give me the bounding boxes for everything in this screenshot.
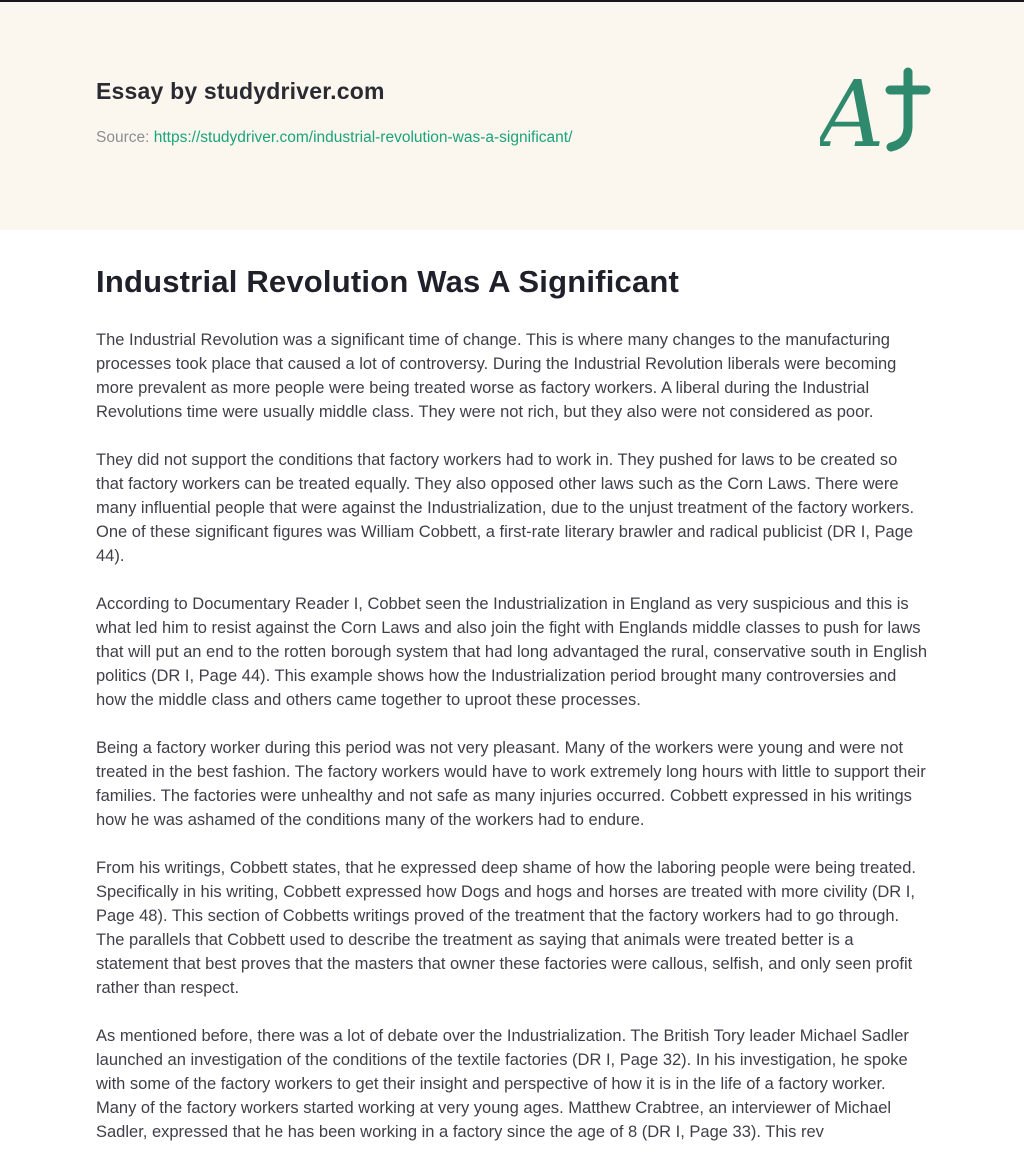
essay-by-title: Essay by studydriver.com [96, 78, 385, 104]
essay-paragraph-4: Being a factory worker during this period was not very pleasant. Many of the workers were young and were not treated in the best fashion. The factory workers would have to work extremely long hours with little to support their families. The factories were unhealthy and not safe as many injuries occurred. Cobbett expressed in his writings how he was ashamed of the conditions many of the workers had to endure. [96, 739, 926, 829]
source-label: Source: [96, 129, 150, 146]
studydriver-logo [820, 60, 932, 164]
essay-paragraph-6: As mentioned before, there was a lot of debate over the Industrialization. The British Tory leader Michael Sadler launched an investigation of the conditions of the textile factories (DR I, Page 32). In his investigation, he spoke with some of the factory workers to get their insight and perspective of how it is in the life of a factory worker. Many of the factory workers started working at very young ages. Matthew Crabtree, an interviewer of Michael Sadler, expressed that he has been working in a factory since the age of 8 (DR I, Page 33). This rev [96, 1027, 909, 1141]
source-link[interactable]: https://studydriver.com/industrial-revolution-was-a-significant/ [153, 129, 573, 146]
header [0, 2, 1024, 230]
svg-text:A: A [820, 61, 885, 164]
essay-content [0, 230, 1024, 1168]
essay-paragraph-2: They did not support the conditions that factory workers had to work in. They pushed for laws to be created so that factory workers can be treated equally. They also opposed other laws such as the Corn Laws. There were many influential people that were against the Industrialization, due to the unjust treatment of the factory workers. One of these significant figures was William Cobbett, a first-rate literary brawler and radical publicist (DR I, Page 44). [96, 451, 915, 565]
essay-paragraph-1: The Industrial Revolution was a significant time of change. This is where many changes to the manufacturing processes took place that caused a lot of controversy. During the Industrial Revolution liberals were becoming more prevalent as more people were being treated worse as factory workers. A liberal during the Industrial Revolutions time were usually middle class. They were not rich, but they also were not considered as poor. [96, 331, 897, 421]
page-title: Industrial Revolution Was A Significant [96, 264, 680, 299]
essay-paragraph-5: From his writings, Cobbett states, that he expressed deep shame of how the laboring people were being treated. Specifically in his writing, Cobbett expressed how Dogs and hogs and horses are treated with more civility (DR I, Page 48). This section of Cobbetts writings proved of the treatment that the factory workers had to go through. The parallels that Cobbett used to describe the treatment as saying that animals were treated better is a statement that best proves that the masters that owner these factories were callous, selfish, and only seen profit rather than respect. [96, 859, 916, 997]
source-line [96, 129, 928, 147]
essay-paragraph-3: According to Documentary Reader I, Cobbet seen the Industrialization in England as very suspicious and this is what led him to resist against the Corn Laws and also join the fight with Englands middle classes to push for laws that will put an end to the rotten borough system that had long advantaged the rural, conservative south in English politics (DR I, Page 44). This example shows how the Industrialization period brought many controversies and how the middle class and others came together to uproot these processes. [96, 595, 928, 709]
a-plus-logo-icon [820, 60, 932, 164]
